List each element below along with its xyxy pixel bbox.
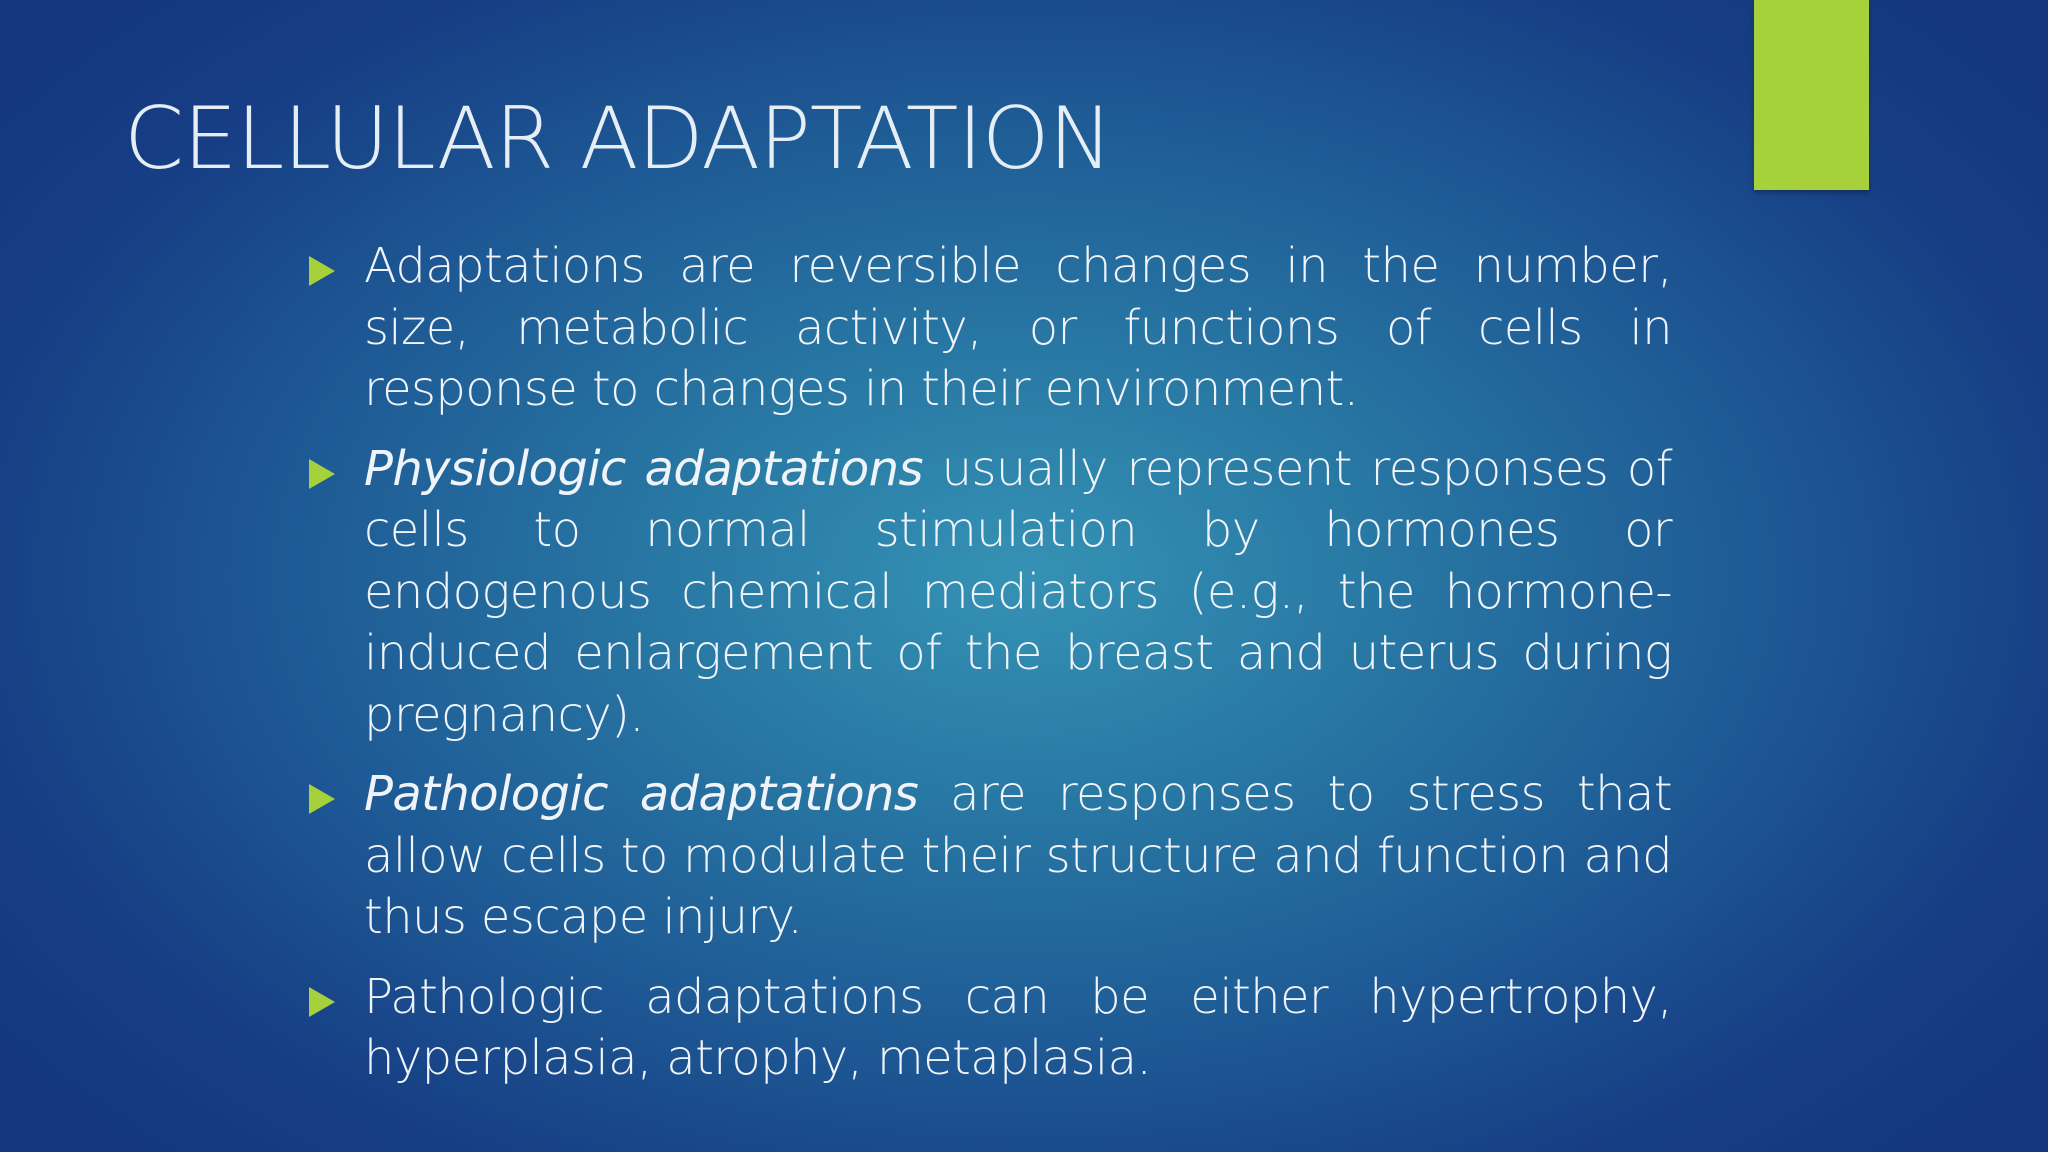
bullet-text (364, 439, 1672, 747)
bullet-italic-lead: Pathologic adaptations (364, 766, 919, 822)
bullet-body: are responses to stress that allow cells to modulate their structure and function and thus escape injury. (364, 766, 1672, 945)
bullet-item (306, 439, 1672, 747)
bullet-italic-lead: Physiologic adaptations (364, 440, 923, 497)
bullet-list (306, 236, 1672, 1108)
bullet-text (364, 967, 1672, 1090)
accent-bar (1754, 0, 1869, 190)
bullet-item (306, 764, 1672, 949)
triangle-bullet-icon (309, 256, 335, 286)
triangle-bullet-icon (309, 987, 335, 1017)
bullet-body: Adaptations are reversible changes in the number, size, metabolic activity, or functions of cells in response to changes in their environment. (364, 238, 1672, 417)
slide-title: CELLULAR ADAPTATION (124, 89, 1112, 189)
bullet-item (306, 236, 1672, 421)
bullet-item (306, 967, 1672, 1090)
bullet-body: usually represent responses of cells to normal stimulation by hormones or endogenous chemical mediators (e.g., the hormone-induced enlargement of the breast and uterus during pregnancy). (364, 440, 1672, 743)
bullet-body: Pathologic adaptations can be either hypertrophy, hyperplasia, atrophy, metaplasia. (364, 968, 1672, 1086)
triangle-bullet-icon (309, 784, 335, 814)
bullet-text (364, 764, 1672, 949)
triangle-bullet-icon (309, 459, 335, 489)
bullet-text (364, 236, 1672, 421)
